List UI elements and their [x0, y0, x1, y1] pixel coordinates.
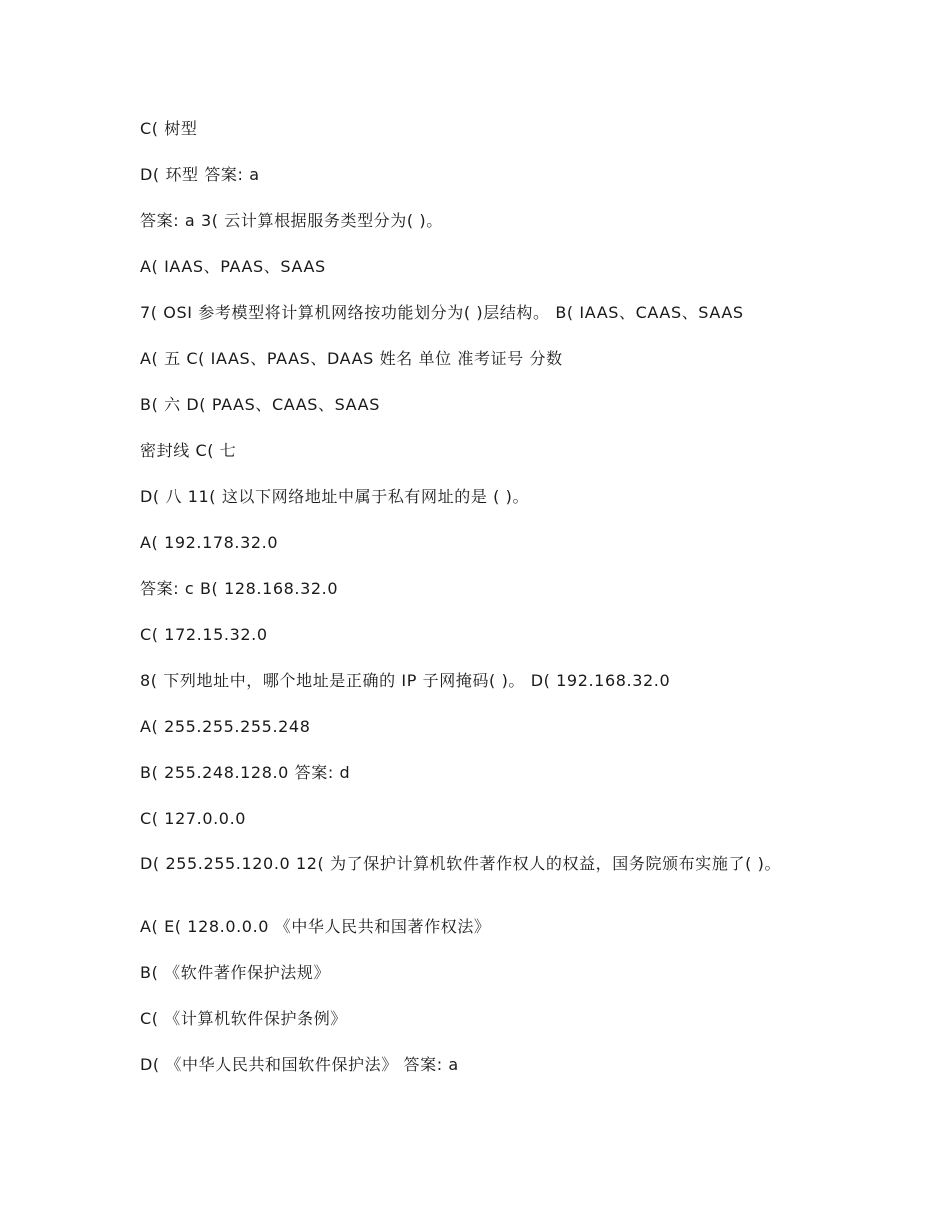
text-line: D( 环型 答案: a — [140, 165, 260, 184]
text-line: B( 255.248.128.0 答案: d — [140, 763, 351, 782]
document-body — [140, 118, 820, 1100]
text-line: A( 255.255.255.248 — [140, 717, 311, 736]
text-line: 8( 下列地址中，哪个地址是正确的 IP 子网掩码( )。 D( 192.168.32.0 — [140, 671, 671, 690]
text-line: A( 五 C( IAAS、PAAS、DAAS 姓名 单位 准考证号 分数 — [140, 349, 563, 368]
text-line: C( 172.15.32.0 — [140, 625, 268, 644]
text-line: 答案: a 3( 云计算根据服务类型分为( )。 — [140, 211, 443, 230]
text-line: 答案: c B( 128.168.32.0 — [140, 579, 339, 598]
text-line: A( IAAS、PAAS、SAAS — [140, 257, 326, 276]
text-line: D( 255.255.120.0 12( 为了保护计算机软件著作权人的权益，国务院颁布实施了( )。 — [140, 854, 782, 873]
text-line: B( 《软件著作保护法规》 — [140, 963, 331, 982]
text-line: 7( OSI 参考模型将计算机网络按功能划分为( )层结构。 B( IAAS、CAAS、SAAS — [140, 303, 744, 322]
text-line: A( 192.178.32.0 — [140, 533, 279, 552]
text-line: C( 127.0.0.0 — [140, 809, 247, 828]
text-line: A( E( 128.0.0.0 《中华人民共和国著作权法》 — [140, 917, 491, 936]
text-line: C( 《计算机软件保护条例》 — [140, 1009, 347, 1028]
text-line: D( 八 11( 这以下网络地址中属于私有网址的是 ( )。 — [140, 487, 530, 506]
text-line: B( 六 D( PAAS、CAAS、SAAS — [140, 395, 380, 414]
text-line: C( 树型 — [140, 119, 198, 138]
text-line: 密封线 C( 七 — [140, 441, 237, 460]
text-line: D( 《中华人民共和国软件保护法》 答案: a — [140, 1055, 459, 1074]
